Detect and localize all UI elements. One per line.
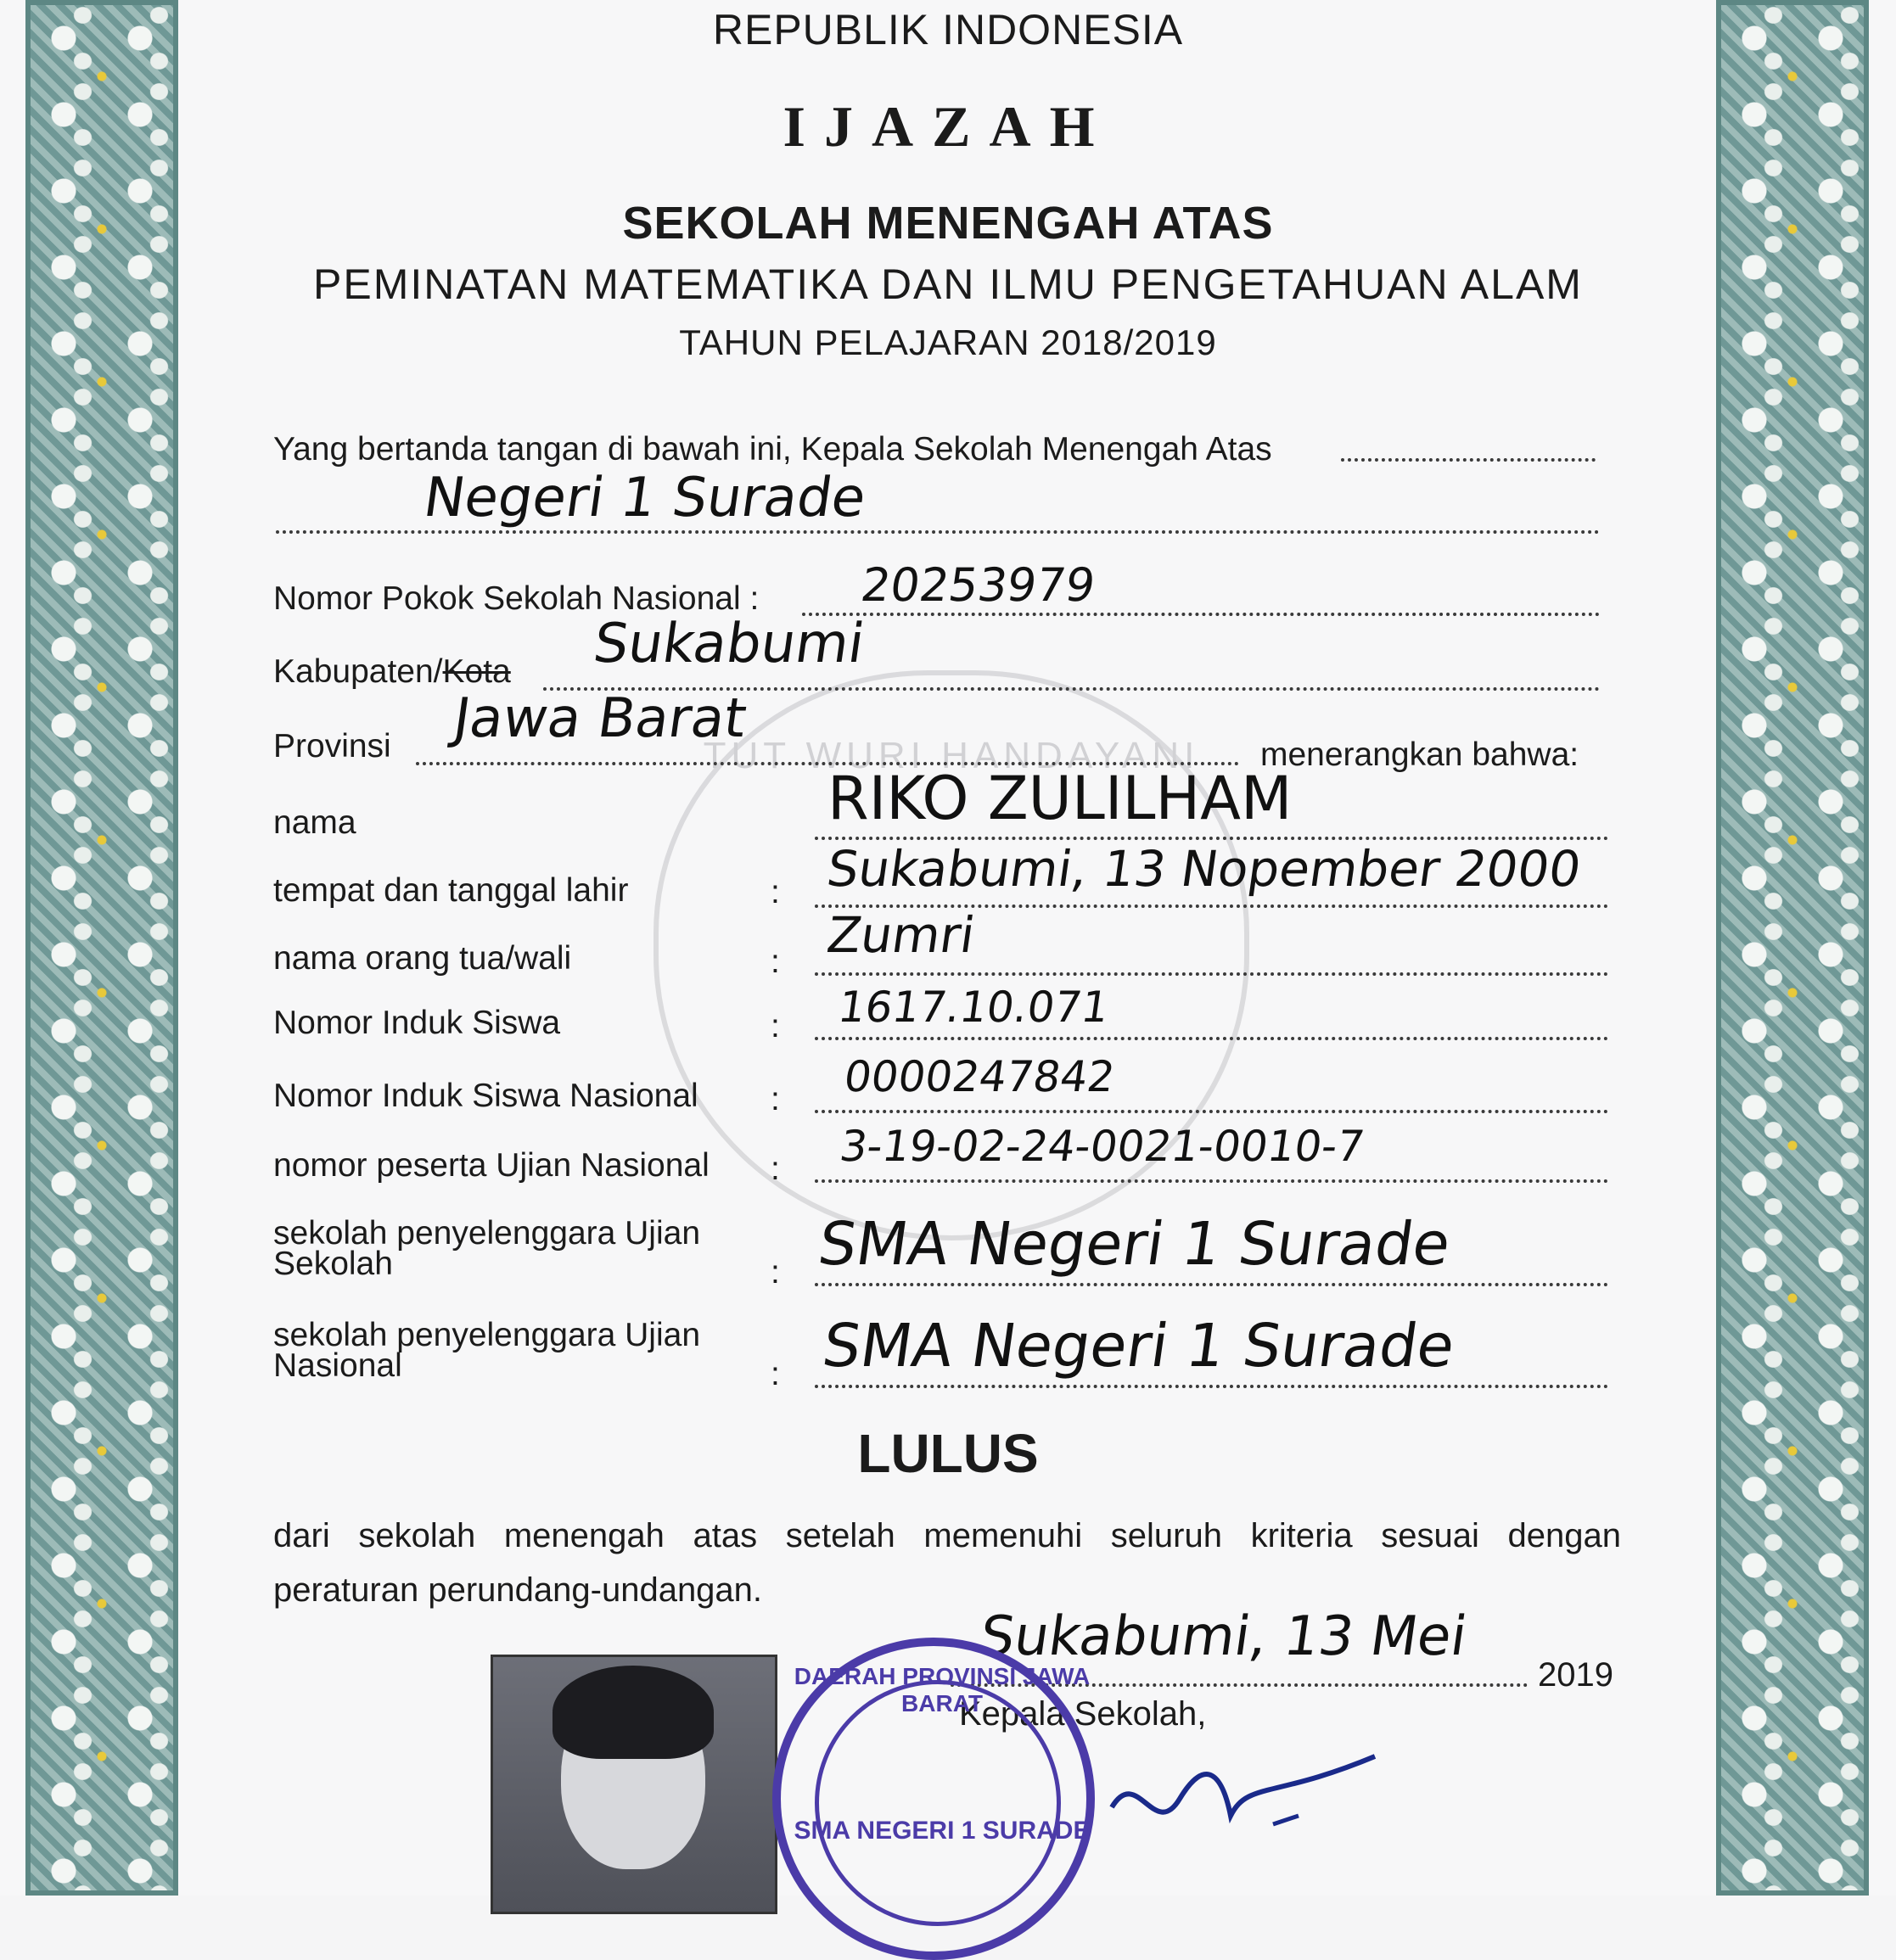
school-level: SEKOLAH MENENGAH ATAS [622, 198, 1274, 249]
colon-nisn: : [771, 1081, 780, 1117]
school-stamp [772, 1638, 1095, 1960]
field-label-nis: Nomor Induk Siswa [273, 1005, 561, 1041]
field-dots-orangtua [815, 972, 1608, 976]
colon-nis: : [771, 1008, 780, 1044]
student-photo [491, 1655, 777, 1914]
npsn-value: 20253979 [857, 558, 1099, 612]
kabupaten-label: Kabupaten/Kota [273, 653, 511, 690]
field-label-nisn: Nomor Induk Siswa Nasional [273, 1078, 698, 1114]
field-label-ttl: tempat dan tanggal lahir [273, 872, 629, 909]
field-label-orangtua: nama orang tua/wali [273, 940, 572, 977]
intro-dots [1341, 458, 1596, 462]
field-value-ttl: Sukabumi, 13 Nopember 2000 [823, 840, 1585, 898]
watermark-seal-text: TUT WURI HANDAYANI [703, 735, 1200, 776]
npsn-label: Nomor Pokok Sekolah Nasional : [273, 580, 760, 617]
field-value-nis: 1617.10.071 [834, 983, 1113, 1032]
academic-year: TAHUN PELAJARAN 2018/2019 [679, 322, 1217, 362]
stamp-center-text: SMA NEGERI 1 SURADE [794, 1817, 1091, 1845]
colon-orangtua: : [771, 944, 780, 980]
closing-line-1: dari sekolah menengah atas setelah memenuhi seluruh kriteria sesuai dengan [273, 1517, 1621, 1554]
provinsi-label: Provinsi [273, 728, 391, 764]
kabupaten-value: Sukabumi [589, 613, 868, 675]
colon-ujian-sekolah: : [771, 1254, 780, 1291]
field-dots-ujian-nasional [815, 1385, 1608, 1388]
colon-ujian-nasional: : [771, 1356, 780, 1392]
field-dots-nis [815, 1037, 1608, 1040]
colon-ttl: : [771, 874, 780, 910]
document-title: IJAZAH [783, 94, 1113, 159]
school-name-handwritten: Negeri 1 Surade [419, 467, 870, 529]
stamp-ring-text: DAERAH PROVINSI JAWA BARAT [794, 1663, 1091, 1716]
field-dots-nisn [815, 1110, 1608, 1113]
program-heading: PEMINATAN MATEMATIKA DAN ILMU PENGETAHUAN ALAM [313, 260, 1583, 308]
provinsi-value: Jawa Barat [449, 687, 750, 750]
field-value-nisn: 0000247842 [840, 1052, 1119, 1101]
field-value-orangtua: Zumri [823, 906, 979, 964]
photo-hair [553, 1666, 714, 1759]
colon-peserta-un: : [771, 1151, 780, 1187]
country-heading: REPUBLIK INDONESIA [712, 6, 1184, 53]
principal-signature [1103, 1748, 1383, 1850]
npsn-dots [802, 613, 1600, 616]
result-lulus: LULUS [857, 1423, 1039, 1484]
field-dots-ujian-sekolah [815, 1283, 1608, 1286]
field-value-nama: RIKO ZULILHAM [827, 764, 1293, 833]
field-value-peserta-un: 3-19-02-24-0021-0010-7 [836, 1122, 1368, 1171]
field-label-peserta-un: nomor peserta Ujian Nasional [273, 1147, 710, 1184]
field-dots-peserta-un [815, 1179, 1608, 1183]
school-name-dots [276, 530, 1600, 534]
signing-title: Kepala Sekolah, [959, 1695, 1207, 1733]
provinsi-suffix: menerangkan bahwa: [1260, 736, 1579, 773]
field-label-ujian-nasional: sekolah penyelenggara Ujian Nasional [273, 1317, 701, 1384]
field-value-ujian-sekolah: SMA Negeri 1 Surade [814, 1209, 1455, 1279]
intro-text: Yang bertanda tangan di bawah ini, Kepala Sekolah Menengah Atas [273, 431, 1272, 468]
field-label-ujian-sekolah: sekolah penyelenggara Ujian Sekolah [273, 1215, 701, 1282]
field-value-ujian-nasional: SMA Negeri 1 Surade [818, 1311, 1459, 1380]
signing-place-date: Sukabumi, 13 Mei [975, 1605, 1471, 1668]
closing-line-2: peraturan perundang-undangan. [273, 1571, 763, 1609]
field-label-nama: nama [273, 804, 356, 841]
signing-year: 2019 [1538, 1656, 1613, 1694]
